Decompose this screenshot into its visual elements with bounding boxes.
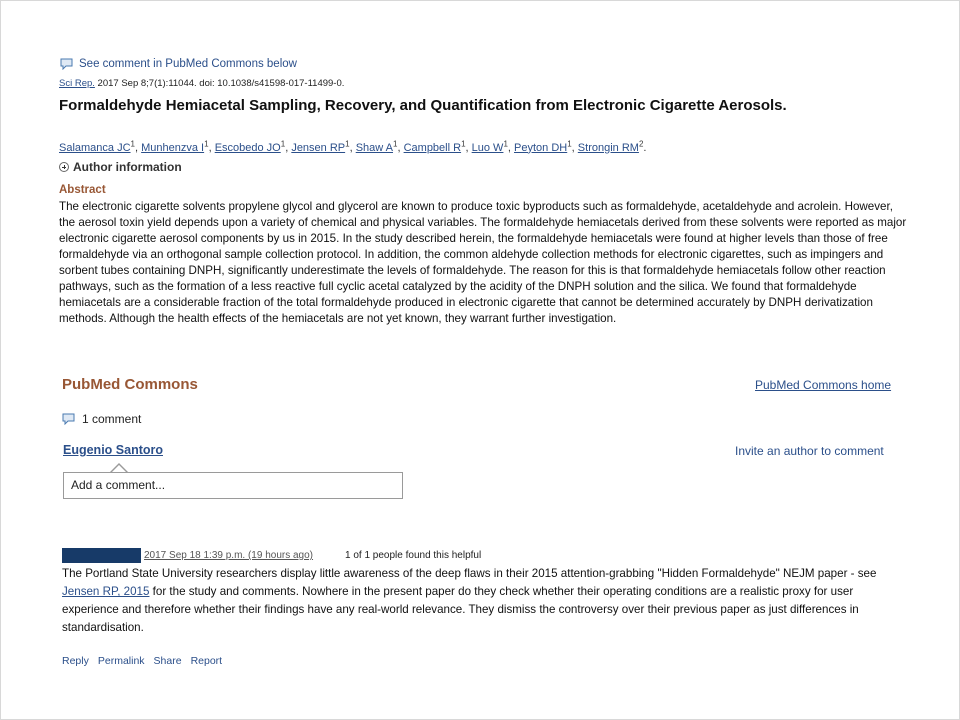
comment-bubble-icon	[60, 58, 73, 70]
author-link[interactable]: Escobedo JO	[214, 141, 281, 154]
reply-button[interactable]: Reply	[62, 655, 89, 667]
expand-plus-icon[interactable]	[59, 162, 69, 172]
comment-body	[62, 565, 907, 637]
author-link[interactable]: Luo W	[471, 141, 504, 154]
see-comment-link[interactable]	[60, 58, 297, 70]
author-list	[59, 139, 646, 154]
author-information-label[interactable]: Author information	[73, 160, 182, 174]
author-link[interactable]: Campbell R	[403, 141, 462, 154]
pubmed-commons-home-link[interactable]: PubMed Commons home	[755, 378, 892, 392]
comment-author-redacted	[62, 548, 141, 563]
comment-text-1: The Portland State University researchers display little awareness of the deep flaws in their 2015 attention-grabbing "Hidden Formaldehyde" NEJM paper - see	[62, 567, 877, 580]
comment-bubble-icon	[62, 413, 75, 425]
abstract-heading: Abstract	[59, 184, 106, 196]
comment-actions	[62, 655, 222, 667]
abstract-text: The electronic cigarette solvents propylene glycol and glycerol are known to produce toxic byproducts such as formaldehyde, acetaldehyde and acrolein. However, the aerosol toxin yield depends upon a variety of chemical and physical variables. The formaldehyde hemiacetals derived from these solvents were reported as major electronic cigarette aerosol components by us in 2015. In the study described herein, the formaldehyde hemiacetals were found at higher levels than those of free formaldehyde via an orthogonal sample collection protocol. In addition, the common aldehyde collection methods for electronic cigarettes, such as impingers and sorbent tubes containing DNPH, significantly underestimate the levels of formaldehyde. The reason for this is that formaldehyde hemiacetals follow other reaction pathways, such as the formation of a less reactive full cyclic acetal catalyzed by the acidity of the DNPH solution and the silica. We found that formaldehyde hemiacetals are a considerable fraction of the total formaldehyde produced in electronic cigarette that cannot be determined accurately by DNPH derivatization methods. Although the health effects of the hemiacetals are not yet known, they warrant further investigation.	[59, 200, 907, 325]
reference-link[interactable]: Jensen RP, 2015	[62, 585, 150, 598]
invite-author-link[interactable]: Invite an author to comment	[735, 444, 884, 458]
citation-details: 2017 Sep 8;7(1):11044. doi: 10.1038/s41598-017-11499-0.	[94, 78, 345, 89]
citation	[59, 78, 344, 89]
report-button[interactable]: Report	[190, 655, 223, 667]
author[interactable]: Strongin $RM^2$.	[577, 139, 647, 154]
pubmed-commons-title: PubMed Commons	[62, 376, 198, 393]
author-link[interactable]: Munhenzva I	[141, 141, 205, 154]
see-comment-label[interactable]: See comment in PubMed Commons below	[79, 58, 297, 70]
share-button[interactable]: Share	[153, 655, 182, 667]
author-link[interactable]: Jensen RP	[291, 141, 346, 154]
author-link[interactable]: Shaw A	[355, 141, 394, 154]
comment-text-2: for the study and comments. Nowhere in the present paper do they check whether their operating conditions are a realistic proxy for user experience and therefore whether their findings have any real-world relevance. They dismiss the controversy over their previous paper as just differences in standardisation.	[62, 585, 859, 634]
author[interactable]: Salamanca $JC^1$,	[59, 139, 142, 154]
author[interactable]: Campbell $R^1$,	[403, 139, 472, 154]
author[interactable]: Luo $W^1$,	[471, 139, 515, 154]
comment-count-label[interactable]: 1 comment	[82, 412, 142, 426]
author[interactable]: Jensen $RP^1$,	[291, 139, 356, 154]
current-user-link[interactable]: Eugenio Santoro	[63, 443, 163, 457]
comment-count[interactable]	[62, 412, 141, 426]
comment-date-link[interactable]: 2017 Sep 18 1:39 p.m. (19 hours ago)	[144, 550, 314, 561]
helpful-count: 1 of 1 people found this helpful	[345, 550, 482, 561]
author[interactable]: Peyton $DH^1$,	[514, 139, 578, 154]
permalink-button[interactable]: Permalink	[97, 655, 145, 667]
add-comment-input[interactable]: Add a comment...	[63, 472, 403, 499]
author-link[interactable]: Salamanca JC	[59, 141, 131, 154]
author[interactable]: Munhenzva $I^1$,	[141, 139, 215, 154]
article-title: Formaldehyde Hemiacetal Sampling, Recovery, and Quantification from Electronic Cigarette Aerosols.	[59, 97, 787, 114]
author-link[interactable]: Strongin RM	[577, 141, 639, 154]
author-link[interactable]: Peyton DH	[514, 141, 568, 154]
author[interactable]: Escobedo $JO^1$,	[214, 139, 292, 154]
journal-link[interactable]: Sci Rep.	[59, 78, 95, 89]
author-information-toggle[interactable]	[59, 160, 182, 174]
author[interactable]: Shaw $A^1$,	[355, 139, 404, 154]
